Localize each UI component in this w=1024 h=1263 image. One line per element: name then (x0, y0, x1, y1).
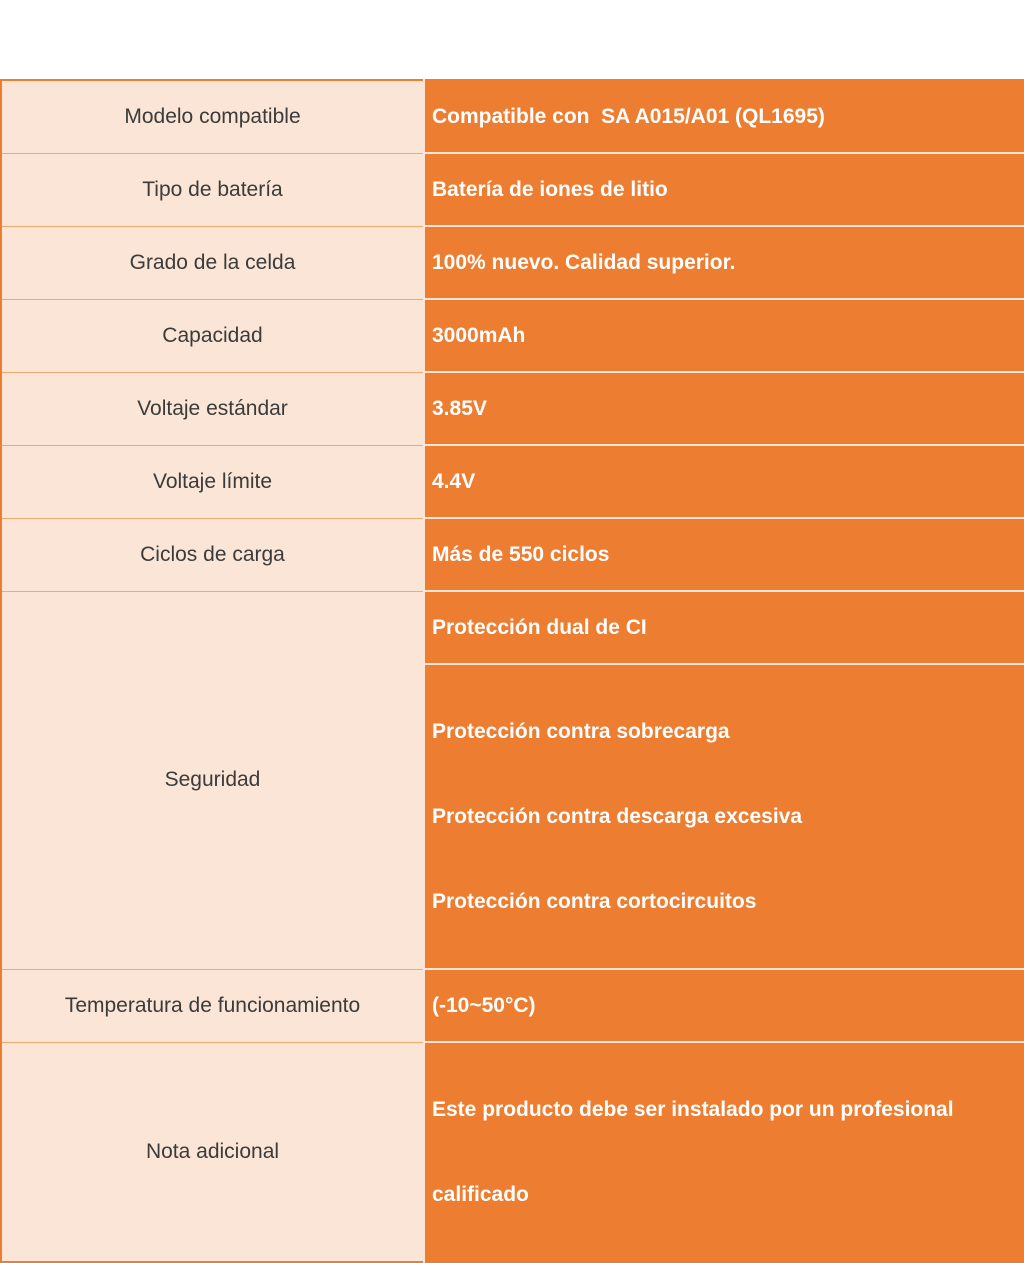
row-value-modelo-compatible: Compatible con SA A015/A01 (QL1695) (424, 80, 1024, 153)
row-value-tipo-bateria: Batería de iones de litio (424, 153, 1024, 226)
row-label-voltaje-estandar: Voltaje estándar (1, 372, 424, 445)
table-row-capacidad (1, 299, 1024, 372)
row-value-voltaje-limite: 4.4V (424, 445, 1024, 518)
table-row-voltaje-estandar (1, 372, 1024, 445)
table-row-voltaje-limite (1, 445, 1024, 518)
row-value-nota-adicional (424, 1042, 1024, 1262)
row-label-seguridad: Seguridad (1, 591, 424, 969)
table-row-grado-celda (1, 226, 1024, 299)
table-row-tipo-bateria (1, 153, 1024, 226)
protection-line-sobrecarga: Protección contra sobrecarga (432, 720, 730, 743)
row-label-voltaje-limite: Voltaje límite (1, 445, 424, 518)
nota-line-1: Este producto debe ser instalado por un profesional (432, 1098, 954, 1121)
row-label-ciclos-carga: Ciclos de carga (1, 518, 424, 591)
row-label-tipo-bateria: Tipo de batería (1, 153, 424, 226)
table-row-temperatura (1, 969, 1024, 1042)
row-value-ciclos-carga: Más de 550 ciclos (424, 518, 1024, 591)
spec-table-container (0, 79, 1024, 1206)
nota-line-2: calificado (432, 1183, 529, 1206)
table-row-seguridad-1 (1, 591, 1024, 664)
table-row-ciclos-carga (1, 518, 1024, 591)
row-value-seguridad-protecciones (424, 664, 1024, 969)
protection-line-cortocircuitos: Protección contra cortocircuitos (432, 890, 757, 913)
row-label-modelo-compatible: Modelo compatible (1, 80, 424, 153)
row-value-temperatura: (-10~50°C) (424, 969, 1024, 1042)
spec-table (0, 79, 1024, 1263)
row-value-grado-celda: 100% nuevo. Calidad superior. (424, 226, 1024, 299)
row-label-capacidad: Capacidad (1, 299, 424, 372)
row-label-temperatura: Temperatura de funcionamiento (1, 969, 424, 1042)
protection-line-descarga: Protección contra descarga excesiva (432, 805, 803, 828)
table-row-modelo-compatible (1, 80, 1024, 153)
row-value-voltaje-estandar: 3.85V (424, 372, 1024, 445)
row-value-capacidad: 3000mAh (424, 299, 1024, 372)
table-row-nota-adicional (1, 1042, 1024, 1262)
row-label-nota-adicional: Nota adicional (1, 1042, 424, 1262)
row-value-seguridad-dual-ci: Protección dual de CI (424, 591, 1024, 664)
row-label-grado-celda: Grado de la celda (1, 226, 424, 299)
